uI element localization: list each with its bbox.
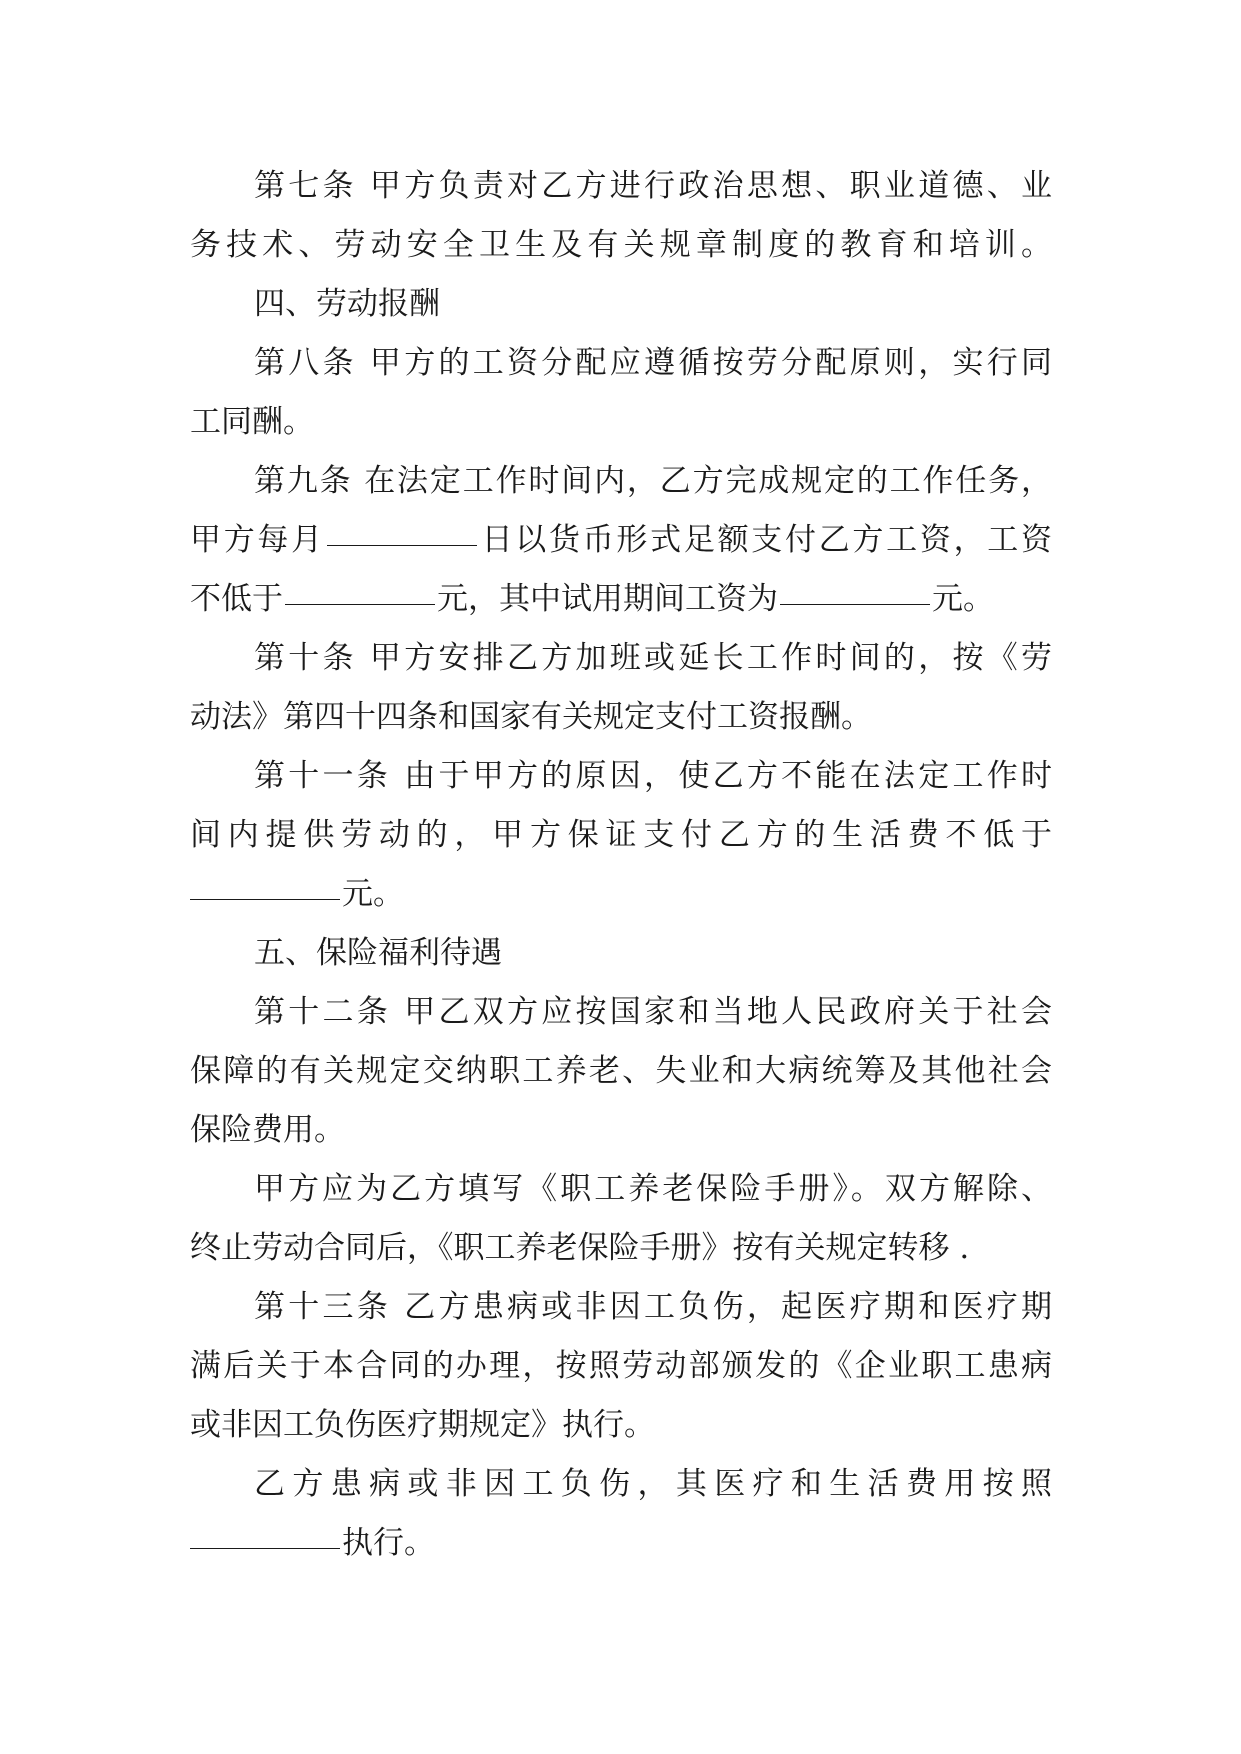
article-8-line-1: 第八条 甲方的工资分配应遵循按劳分配原则，实行同 [254, 345, 1052, 381]
article-9-line-3-text-c: 元。 [932, 581, 994, 617]
section-5-heading: 五、保险福利待遇 [254, 935, 502, 971]
article-7-line-1: 第七条 甲方负责对乙方进行政治思想、职业道德、业 [254, 168, 1052, 204]
medical-paragraph-line-2-text: 执行。 [342, 1525, 435, 1561]
article-9-line-2-text-b: 日以货币形式足额支付乙方工资，工资 [478, 522, 1053, 558]
article-11-line-2: 间内提供劳动的，甲方保证支付乙方的生活费不低于 [190, 817, 1052, 853]
article-11-line-3-text: 元。 [342, 876, 404, 912]
pension-paragraph-line-1: 甲方应为乙方填写《职工养老保险手册》。双方解除、 [254, 1171, 1052, 1207]
article-7-line-2: 务技术、劳动安全卫生及有关规章制度的教育和培训。 [190, 227, 1052, 263]
living-expense-blank [190, 868, 340, 900]
payday-blank [327, 514, 477, 546]
article-11-line-3 [190, 865, 1052, 924]
article-9-line-1: 第九条 在法定工作时间内，乙方完成规定的工作任务， [254, 463, 1052, 499]
medical-paragraph-line-1: 乙方患病或非因工负伤，其医疗和生活费用按照 [254, 1466, 1052, 1502]
document-body [190, 157, 1052, 1573]
article-8-line-2: 工同酬。 [190, 404, 314, 440]
article-12-line-3: 保险费用。 [190, 1112, 345, 1148]
article-11-line-1: 第十一条 由于甲方的原因，使乙方不能在法定工作时 [254, 758, 1052, 794]
article-9-line-3 [190, 570, 1052, 629]
pension-paragraph-line-2: 终止劳动合同后，《职工养老保险手册》按有关规定转移 . [190, 1230, 970, 1266]
article-13-line-2: 满后关于本合同的办理，按照劳动部颁发的《企业职工患病 [190, 1348, 1052, 1384]
article-10-line-1: 第十条 甲方安排乙方加班或延长工作时间的，按《劳 [254, 640, 1052, 676]
article-9-line-3-text-a: 不低于 [190, 581, 283, 617]
article-9-line-2-text-a: 甲方每月 [190, 522, 325, 558]
probation-wage-blank [780, 573, 930, 605]
section-4-heading: 四、劳动报酬 [254, 286, 440, 322]
article-12-line-2: 保障的有关规定交纳职工养老、失业和大病统筹及其他社会 [190, 1053, 1052, 1089]
article-9-line-2 [190, 511, 1052, 570]
article-12-line-1: 第十二条 甲乙双方应按国家和当地人民政府关于社会 [254, 994, 1052, 1030]
article-13-line-3: 或非因工负伤医疗期规定》执行。 [190, 1407, 655, 1443]
min-wage-blank [285, 573, 435, 605]
article-13-line-1: 第十三条 乙方患病或非因工负伤，起医疗期和医疗期 [254, 1289, 1052, 1325]
medical-standard-blank [190, 1517, 340, 1549]
medical-paragraph-line-2 [190, 1514, 1052, 1573]
article-9-line-3-text-b: 元，其中试用期间工资为 [437, 581, 778, 617]
article-10-line-2: 动法》第四十四条和国家有关规定支付工资报酬。 [190, 699, 872, 735]
